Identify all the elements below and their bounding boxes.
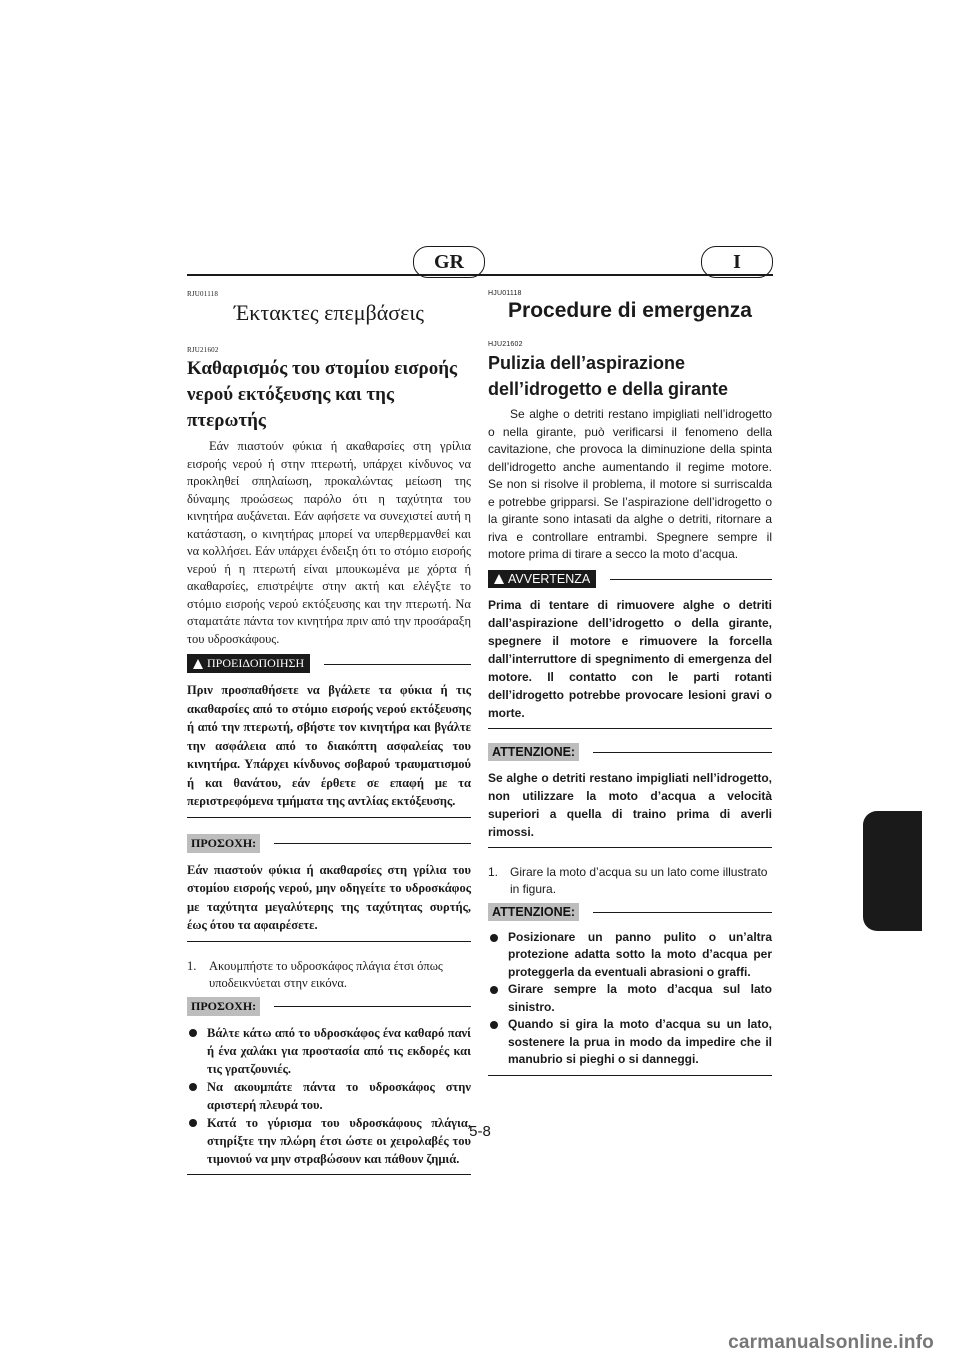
caution-header bbox=[187, 834, 471, 853]
caution-header bbox=[488, 743, 772, 761]
list-item bbox=[187, 1078, 471, 1114]
body-paragraph: Se alghe o detriti restano impigliati nell’idrogetto o nella girante, può verificarsi il fenomeno della cavitazione, che provoca la diminuzione della spinta dell’idrogetto anche aumentando il regime motore. Se non si risolve il problema, il motore si surriscalda e potrebbe gripparsi. Se l’aspirazione dell’idrogetto o la girante sono intasati da alghe o detriti, ritornare a riva e controllare entrambi. Spegnere sempre il motore prima di tirare a secco la moto d’acqua. bbox=[488, 407, 772, 561]
warning-triangle-icon bbox=[193, 659, 203, 669]
step-text: Girare la moto d’acqua su un lato come illustrato in figura. bbox=[510, 864, 768, 896]
greek-language-label: GR bbox=[413, 246, 485, 278]
bullet-list bbox=[187, 1024, 471, 1168]
watermark: carmanualsonline.info bbox=[728, 1332, 934, 1353]
list-item bbox=[488, 1016, 772, 1069]
warning-label: ΠΡΟΕΙΔΟΠΟΙΗΣΗ bbox=[207, 656, 305, 670]
list-item-text: Βάλτε κάτω από το υδροσκάφος ένα καθαρό πανί ή ένα χαλάκι για προστασία από τις εκδορές και τις γρατζουνιές. bbox=[207, 1025, 471, 1076]
caution-header bbox=[488, 903, 772, 921]
bullet-icon bbox=[490, 1021, 498, 1029]
section-code: HJU01118 bbox=[488, 290, 522, 297]
divider bbox=[324, 664, 471, 665]
divider bbox=[274, 1006, 471, 1007]
section-code: RJU01118 bbox=[187, 290, 219, 298]
divider bbox=[488, 728, 772, 729]
list-item-text: Κατά το γύρισμα του υδροσκάφους πλάγια, στηρίξτε την πλώρη έτσι ώστε οι χειρολαβές του τιμονιού να μην στραβώσουν και πάθουν ζημιά. bbox=[207, 1115, 471, 1166]
warning-triangle-icon bbox=[494, 574, 504, 584]
caution-text: Εάν πιαστούν φύκια ή ακαθαρσίες στη γρίλια του στομίου εισροής νερού, μην οδηγείτε το υδροσκάφος με ταχύτητα μεγαλύτερης της ταχύτητας συρτής, έως ότου τα αφαιρέσετε. bbox=[187, 862, 471, 932]
list-item bbox=[187, 1024, 471, 1078]
caution-badge: ATTENZIONE: bbox=[488, 903, 579, 921]
header-rule bbox=[187, 274, 773, 276]
subsection-title: Καθαρισμός του στομίου εισροής νερού εκτόξευσης και της πτερωτής bbox=[187, 358, 458, 431]
divider bbox=[274, 843, 471, 844]
list-item-text: Quando si gira la moto d’acqua su un lato, sostenere la prua in modo da impedire che il manubrio si pieghi o si danneggi. bbox=[508, 1017, 772, 1066]
bullet-icon bbox=[490, 986, 498, 994]
list-item bbox=[187, 1114, 471, 1168]
warning-header bbox=[488, 570, 772, 588]
list-item-text: Girare sempre la moto d’acqua sul lato sinistro. bbox=[508, 982, 772, 1014]
list-item bbox=[488, 981, 772, 1016]
divider bbox=[610, 579, 772, 580]
caution-badge: ΠΡΟΣΟΧΗ: bbox=[187, 997, 260, 1016]
bullet-icon bbox=[189, 1083, 197, 1091]
italian-column bbox=[488, 290, 772, 1076]
bullet-icon bbox=[490, 934, 498, 942]
subsection-code: HJU21602 bbox=[488, 341, 523, 348]
step-text: Ακουμπήστε το υδροσκάφος πλάγια έτσι όπως υποδεικνύεται στην εικόνα. bbox=[209, 958, 443, 990]
warning-label: AVVERTENZA bbox=[508, 571, 591, 586]
body-paragraph: Εάν πιαστούν φύκια ή ακαθαρσίες στη γρίλια εισροής νερού ή στην πτερωτή, υπάρχει κίνδυνος να προκληθεί σπηλαίωση, προκαλώντας μείωση της δύναμης προώσεως παρόλο ότι η ταχύτητα του κινητήρα αυξάνεται. Εάν αφήσετε να συνεχιστεί αυτή η κατάσταση, ο κινητήρας μπορεί να υπερθερμανθεί και να κολλήσει. Εάν υπάρχει ένδειξη ότι το στόμιο εισροής νερού ή η πτερωτή είναι μπουκωμένα με χόρτα ή ακαθαρσίες, επιστρέψτε στην ακτή και ελέγξτε το στόμιο εισροής νερού εκτόξευσης και την πτερωτή. Να σταματάτε πάντα τον κινητήρα πριν από την προσάραξη του υδροσκάφους. bbox=[187, 439, 471, 646]
step-number: 1. bbox=[187, 958, 197, 973]
caution-badge: ΠΡΟΣΟΧΗ: bbox=[187, 834, 260, 853]
divider bbox=[187, 1174, 471, 1175]
subsection-code: RJU21602 bbox=[187, 346, 219, 354]
divider bbox=[187, 941, 471, 942]
step-item bbox=[488, 864, 772, 899]
divider bbox=[488, 1075, 772, 1076]
warning-text: Prima di tentare di rimuovere alghe o detriti dall’aspirazione dell’idrogetto o della girante, spegnere il motore e rimuovere la forcella dall’interruttore di spegnimento di emergenza del motore. Il contatto con le parti rotanti dell’idrogetto potrebbe provocare lesioni gravi o morte. bbox=[488, 597, 772, 720]
subsection-title: Pulizia dell’aspirazione dell’idrogetto e della girante bbox=[488, 353, 729, 399]
section-title: Procedure di emergenza bbox=[508, 299, 752, 322]
caution-badge: ATTENZIONE: bbox=[488, 743, 579, 761]
list-item-text: Posizionare un panno pulito o un’altra protezione adatta sotto la moto d’acqua per proteggerla da eventuali abrasioni o graffi. bbox=[508, 929, 772, 979]
step-number: 1. bbox=[488, 864, 499, 879]
divider bbox=[187, 817, 471, 818]
divider bbox=[593, 912, 772, 913]
list-item-text: Να ακουμπάτε πάντα το υδροσκάφος στην αριστερή πλευρά του. bbox=[207, 1079, 471, 1112]
caution-text: Se alghe o detriti restano impigliati nell’idrogetto, non utilizzare la moto d’acqua a velocità superiori a quella di traino prima di averli rimossi. bbox=[488, 770, 772, 839]
page-number: 5-8 bbox=[469, 1123, 491, 1140]
warning-badge bbox=[488, 570, 596, 588]
warning-badge bbox=[187, 654, 310, 673]
bullet-icon bbox=[189, 1029, 197, 1037]
list-item bbox=[488, 929, 772, 982]
section-title: Έκτακτες επεμβάσεις bbox=[234, 300, 424, 325]
bullet-list bbox=[488, 929, 772, 1069]
italian-language-label: I bbox=[701, 246, 773, 278]
divider bbox=[488, 847, 772, 848]
warning-text: Πριν προσπαθήσετε να βγάλετε τα φύκια ή τις ακαθαρσίες από το στόμιο εισροής νερού εκτόξευσης ή από την πτερωτή, σβήστε τον κινητήρα και βγάλτε την ασφάλεια από το διακόπτη ασφαλείας του κινητήρα. Υπάρχει κίνδυνος σοβαρού τραυματισμού ή και θανάτου, εάν έρθετε σε επαφή με τα περιστρεφόμενα τμήματα της αντλίας εκτόξευσης. bbox=[187, 683, 471, 808]
divider bbox=[593, 752, 772, 753]
warning-header bbox=[187, 654, 471, 673]
caution-header bbox=[187, 997, 471, 1016]
step-item bbox=[187, 958, 471, 993]
greek-column bbox=[187, 290, 471, 1175]
chapter-tab bbox=[863, 811, 922, 931]
